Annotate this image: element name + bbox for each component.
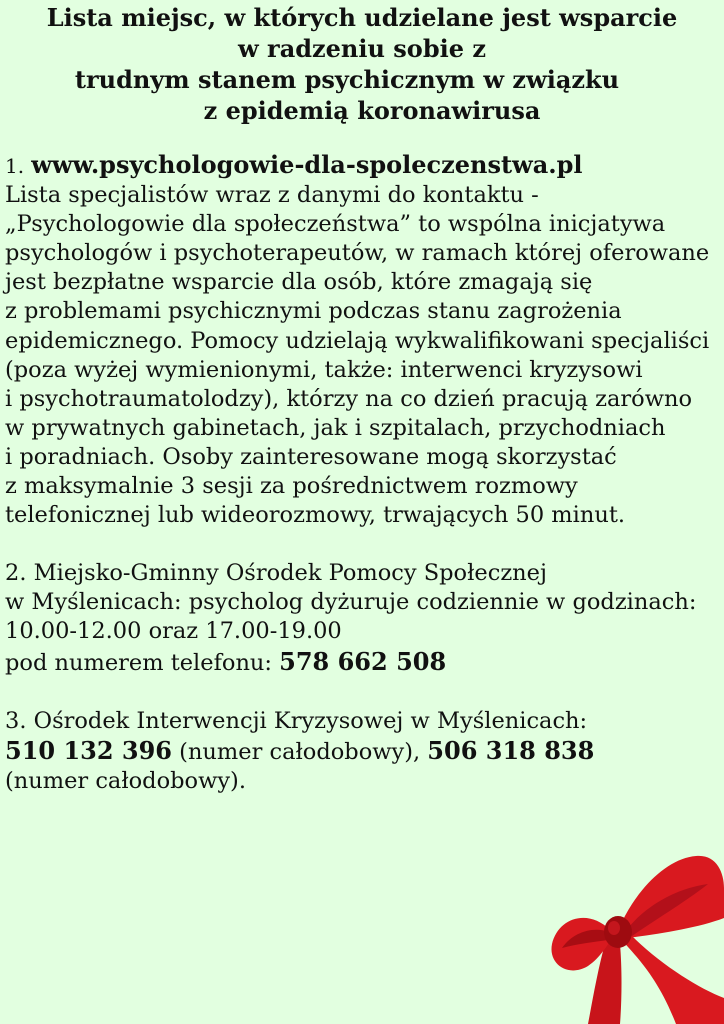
item-1-text-line: z problemami psychicznymi podczas stanu zagrożenia	[5, 298, 622, 325]
title-line-3: trudnym stanem psychicznym w związku	[74, 65, 620, 94]
item-2-phone-line	[5, 647, 720, 678]
item-2-phone-number[interactable]: 578 662 508	[279, 646, 447, 676]
item-1-text-line: psychologów i psychoterapeutów, w ramach której oferowane	[5, 240, 710, 267]
item-2-phone-prefix: pod numerem telefonu:	[5, 649, 280, 676]
bow-tail-right	[618, 932, 724, 1024]
item-3-phones-line	[5, 736, 720, 767]
list-item-1	[5, 150, 720, 530]
support-list	[5, 150, 720, 796]
item-2-line: w Myślenicach: psycholog dyżuruje codziennie w godzinach:	[5, 589, 697, 616]
item-2-line: 10.00-12.00 oraz 17.00-19.00	[5, 618, 342, 645]
red-bow-icon	[548, 848, 724, 1024]
item-3-phone-number-1[interactable]: 510 132 396	[5, 735, 173, 765]
item-1-number: 1.	[5, 154, 25, 178]
item-1-text-line: z maksymalnie 3 sesji za pośrednictwem rozmowy	[5, 473, 578, 500]
item-1-text-line: Lista specjalistów wraz z danymi do kontaktu -	[5, 182, 539, 209]
item-1-text-line: w prywatnych gabinetach, jak i szpitalach, przychodniach	[5, 414, 666, 441]
item-3-line: 3. Ośrodek Interwencji Kryzysowej w Myślenicach:	[5, 707, 588, 734]
title-line-2: w radzeniu sobie z	[238, 34, 486, 63]
item-1-heading	[5, 150, 720, 181]
item-3-line: (numer całodobowy).	[5, 767, 246, 794]
item-1-text-line: i psychotraumatolodzy), którzy na co dzień pracują zarówno	[5, 385, 693, 412]
bow-knot-highlight	[608, 921, 620, 935]
list-item-3	[5, 707, 720, 796]
item-1-text-line: jest bezpłatne wsparcie dla osób, które zmagają się	[5, 269, 593, 296]
item-1-text-line: i poradniach. Osoby zainteresowane mogą skorzystać	[5, 443, 617, 470]
item-1-text-line: epidemicznego. Pomocy udzielają wykwalifikowani specjaliści	[5, 327, 710, 354]
item-1-text-line: telefonicznej lub wideorozmowy, trwających 50 minut.	[5, 502, 626, 529]
item-1-text-line: (poza wyżej wymienionymi, także: interwenci kryzysowi	[5, 356, 643, 383]
spacer	[5, 678, 720, 707]
item-1-url: www.psychologowie-dla-spoleczenstwa.pl	[31, 150, 583, 179]
item-3-phone-1-suffix: (numer całodobowy),	[172, 738, 428, 765]
item-1-text-line: „Psychologowie dla społeczeństwa” to wspólna inicjatywa	[5, 211, 666, 238]
title-line-1: Lista miejsc, w których udzielane jest wsparcie	[46, 3, 678, 32]
spacer	[5, 530, 720, 559]
item-3-phone-number-2[interactable]: 506 318 838	[427, 735, 595, 765]
list-item-2	[5, 559, 720, 677]
page-title	[0, 2, 724, 126]
item-2-line: 2. Miejsko-Gminny Ośrodek Pomocy Społecznej	[5, 560, 547, 587]
title-line-4: z epidemią koronawirusa	[203, 96, 541, 125]
